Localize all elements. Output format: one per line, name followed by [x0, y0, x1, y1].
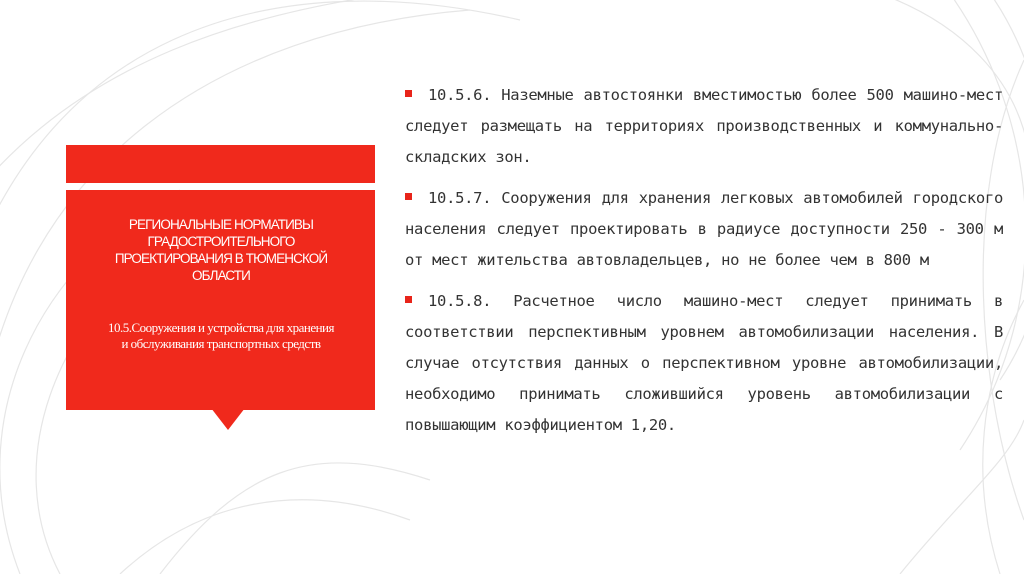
accent-stripe — [66, 145, 375, 183]
title-panel — [66, 190, 375, 410]
bullet-square-icon — [405, 296, 412, 303]
bullet-square-icon — [405, 193, 412, 200]
bullet-square-icon — [405, 90, 412, 97]
list-item — [405, 80, 1003, 173]
list-item — [405, 183, 1003, 276]
list-item — [405, 286, 1003, 441]
content-list — [405, 80, 1003, 451]
paragraph-text: 10.5.6. Наземные автостоянки вместимостью более 500 машино-мест следует размещать на территориях производственных и коммунально-складских зон. — [405, 86, 1003, 166]
paragraph-text: 10.5.8. Расчетное число машино-мест следует принимать в соответствии перспективным уровнем автомобилизации населения. В случае отсутствия данных о перспективном уровне автомобилизации, необходимо принимать сложившийся уровень автомобилизации с повышающим коэффициентом 1,20. — [405, 292, 1003, 434]
panel-title: РЕГИОНАЛЬНЫЕ НОРМАТИВЫ ГРАДОСТРОИТЕЛЬНОГО ПРОЕКТИРОВАНИЯ В ТЮМЕНСКОЙ ОБЛАСТИ — [114, 217, 328, 283]
panel-subtitle: 10.5.Сооружения и устройства для хранения и обслуживания транспортных средств — [108, 320, 334, 351]
panel-pointer — [211, 408, 245, 430]
paragraph-text: 10.5.7. Сооружения для хранения легковых автомобилей городского населения следует проектировать в радиусе доступности 250 - 300 м от мест жительства автовладельцев, но не более чем в 800 м — [405, 189, 1003, 269]
